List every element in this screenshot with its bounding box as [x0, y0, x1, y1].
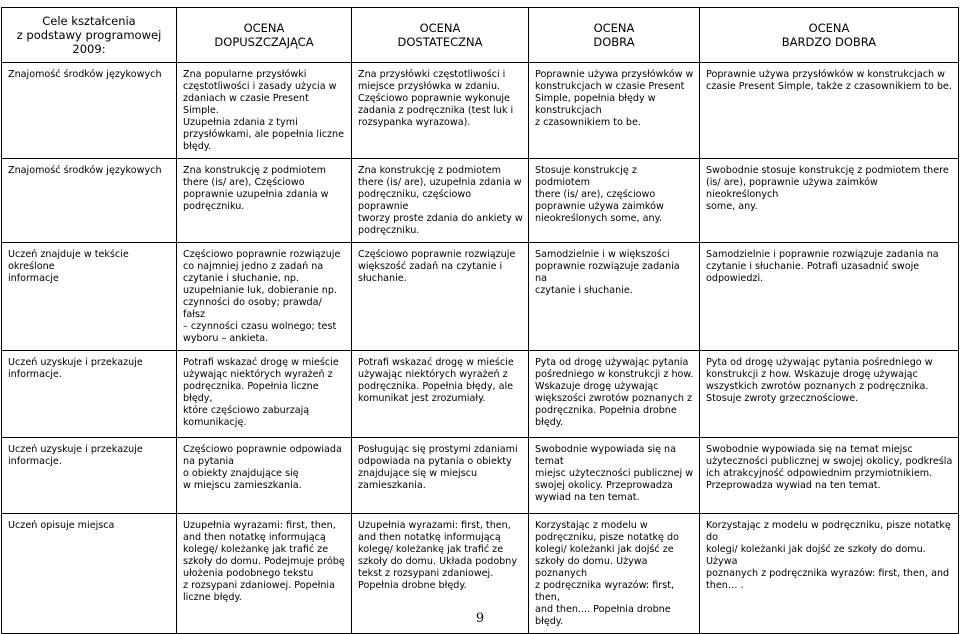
goal-cell: Uczeń znajduje w tekście określone informacje	[2, 243, 177, 351]
bardzo-dobra-cell: Poprawnie używa przysłówków w konstrukcjach w czasie Present Simple, także z czasownikiem to be.	[700, 63, 959, 159]
dopuszczajaca-cell: Częściowo poprawnie odpowiada na pytania o obiekty znajdujące się w miejscu zamieszkania.	[177, 438, 352, 514]
header-bardzo-dobra-line1: OCENA	[808, 21, 850, 35]
dostateczna-cell: Zna konstrukcję z podmiotem there (is/ are), uzupełnia zdania w podręczniku, częściowo poprawnie tworzy proste zdania do ankiety w podręczniku.	[352, 159, 529, 243]
dostateczna-cell: Uzupełnia wyrazami: first, then, and then notatkę informującą kolegę/ koleżankę jak trafić ze szkoły do domu. Układa podobny tekst z rozsypani zdaniowej. Popełnia drobne błędy.	[352, 514, 529, 634]
dobra-cell: Poprawnie używa przysłówków w konstrukcjach w czasie Present Simple, popełnia błędy w konstrukcjach z czasownikiem to be.	[529, 63, 700, 159]
dobra-cell: Samodzielnie i w większości poprawnie rozwiązuje zadania na czytanie i słuchanie.	[529, 243, 700, 351]
goal-cell: Znajomość środków językowych	[2, 63, 177, 159]
goal-cell: Uczeń opisuje miejsca	[2, 514, 177, 634]
goal-cell: Uczeń uzyskuje i przekazuje informacje.	[2, 438, 177, 514]
header-dobra-line2: DOBRA	[593, 35, 635, 49]
header-dopuszczajaca	[177, 8, 352, 63]
assessment-criteria-table	[1, 7, 959, 634]
header-dostateczna-line1: OCENA	[419, 21, 461, 35]
bardzo-dobra-cell: Swobodnie wypowiada się na temat miejsc użyteczności publicznej w swojej okolicy, podkreśla ich atrakcyjność odpowiednim przymiotnikiem. Przeprowadza wywiad na ten temat.	[700, 438, 959, 514]
header-dobra	[529, 8, 700, 63]
header-goals-line2: z podstawy programowej 2009:	[16, 28, 162, 56]
header-dobra-line1: OCENA	[593, 21, 635, 35]
header-goals	[2, 8, 177, 63]
goal-cell: Uczeń uzyskuje i przekazuje informacje.	[2, 351, 177, 438]
dopuszczajaca-cell: Zna popularne przysłówki częstotliwości i zasady użycia w zdaniach w czasie Present Simple. Uzupełnia zdania z tymi przysłówkami, ale popełnia liczne błędy.	[177, 63, 352, 159]
page-number: 9	[475, 611, 485, 626]
dopuszczajaca-cell: Uzupełnia wyrazami: first, then, and then notatkę informującą kolegę/ koleżankę jak trafić ze szkoły do domu. Podejmuje próbę ułożenia podobnego tekstu z rozsypani zdaniowej. Popełnia liczne błędy.	[177, 514, 352, 634]
table-row	[2, 243, 959, 351]
table-row	[2, 438, 959, 514]
dobra-cell: Korzystając z modelu w podręczniku, pisze notatkę do kolegi/ koleżanki jak dojść ze szkoły do domu. Używa poznanych z podręcznika wyrazów: first, then, and then.... Popełnia drobne błędy.	[529, 514, 700, 634]
table-row	[2, 159, 959, 243]
dopuszczajaca-cell: Częściowo poprawnie rozwiązuje co najmniej jedno z zadań na czytanie i słuchanie, np. uzupełnianie luk, dobieranie np. czynności do osoby; prawda/ fałsz – czynności czasu wolnego; test wyboru – ankieta.	[177, 243, 352, 351]
table-row	[2, 63, 959, 159]
header-bardzo-dobra-line2: BARDZO DOBRA	[781, 35, 877, 49]
dopuszczajaca-cell: Zna konstrukcję z podmiotem there (is/ are), Częściowo poprawnie uzupełnia zdania w podręczniku.	[177, 159, 352, 243]
header-dopuszczajaca-line2: DOPUSZCZAJĄCA	[214, 35, 314, 49]
header-dostateczna	[352, 8, 529, 63]
bardzo-dobra-cell: Pyta od drogę używając pytania pośredniego w konstrukcji z how. Wskazuje drogę używając wszystkich zwrotów poznanych z podręcznika. Stosuje zwroty grzecznościowe.	[700, 351, 959, 438]
bardzo-dobra-cell: Samodzielnie i poprawnie rozwiązuje zadania na czytanie i słuchanie. Potrafi uzasadnić swoje odpowiedzi.	[700, 243, 959, 351]
dostateczna-cell: Potrafi wskazać drogę w mieście używając niektórych wyrażeń z podręcznika. Popełnia błędy, ale komunikat jest zrozumiały.	[352, 351, 529, 438]
header-goals-line1: Cele kształcenia	[42, 14, 136, 28]
header-dostateczna-line2: DOSTATECZNA	[397, 35, 483, 49]
bardzo-dobra-cell: Korzystając z modelu w podręczniku, pisze notatkę do kolegi/ koleżanki jak dojść ze szkoły do domu. Używa poznanych z podręcznika wyrazów: first, then, and then… .	[700, 514, 959, 634]
dopuszczajaca-cell: Potrafi wskazać drogę w mieście używając niektórych wyrażeń z podręcznika. Popełnia liczne błędy, które częściowo zaburzają komunikację.	[177, 351, 352, 438]
dostateczna-cell: Częściowo poprawnie rozwiązuje większość zadań na czytanie i słuchanie.	[352, 243, 529, 351]
header-bardzo-dobra	[700, 8, 959, 63]
header-row	[2, 8, 959, 63]
dobra-cell: Swobodnie wypowiada się na temat miejsc użyteczności publicznej w swojej okolicy. Przeprowadza wywiad na ten temat.	[529, 438, 700, 514]
dostateczna-cell: Zna przysłówki częstotliwości i miejsce przysłówka w zdaniu. Częściowo poprawnie wykonuje zadania z podręcznika (test luk i rozsypanka wyrazowa).	[352, 63, 529, 159]
table-row	[2, 351, 959, 438]
dobra-cell: Pyta od drogę używając pytania pośredniego w konstrukcji z how. Wskazuje drogę używając większości zwrotów poznanych z podręcznika. Popełnia drobne błędy.	[529, 351, 700, 438]
goal-cell: Znajomość środków językowych	[2, 159, 177, 243]
dobra-cell: Stosuje konstrukcję z podmiotem there (is/ are), częściowo poprawnie używa zaimków nieokreślonych some, any.	[529, 159, 700, 243]
header-dopuszczajaca-line1: OCENA	[243, 21, 285, 35]
dostateczna-cell: Posługując się prostymi zdaniami odpowiada na pytania o obiekty znajdujące się w miejscu zamieszkania.	[352, 438, 529, 514]
bardzo-dobra-cell: Swobodnie stosuje konstrukcję z podmiotem there (is/ are), poprawnie używa zaimków nieokreślonych some, any.	[700, 159, 959, 243]
